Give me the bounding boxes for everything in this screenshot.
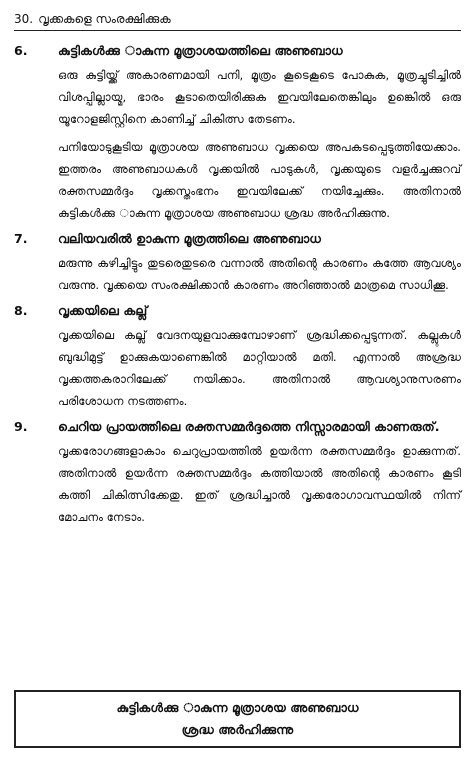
callout-line-2: ശ്രദ്ധ അർഹിക്കുന്നു [181,722,294,737]
section-number: 7. [14,231,28,246]
section-7 [14,228,461,296]
section-number: 6. [14,43,28,58]
paragraph: മരുന്നു കഴിച്ചിട്ടും തുടരെതുടരെ വന്നാൽ അതിന്റെ കാരണം കത്തേ ആവശ്യം വരുന്നു. വൃക്കയെ സംരക്ഷിക്കാൻ കാരണം അറിഞ്ഞാൽ മാത്രമെ സാധിക്കൂ. [58,256,461,292]
page-number: 30. [14,12,34,26]
section-heading [14,300,461,322]
section-heading [14,40,461,62]
paragraph: ഒരു കുട്ടിയ്ക്ക് അകാരണമായി പനി, മൂത്രം കൂടെകൂടെ പോകുക, മൂത്രച്ചുടിച്ചിൽ വിശപ്പില്ലായ്മ, ഭാരം കൂടാതെയിരിക്കുക ഇവയിലേതെങ്കിലും ഉങ്കെിൽ ഒരു യൂറോളജിസ്റ്റിനെ കാണിച്ച് ചികിത്സ തേടണം. [58,68,461,126]
section-title: ചെറിയ പ്രായത്തിലെ രക്തസമ്മർദ്ദത്തെ നിസ്സാരമായി കാണരുത്. [58,419,440,434]
section-title: വലിയവരിൽ ഉാകുന്ന മൂത്രത്തിലെ അണുബാധ [58,231,321,246]
section-heading [14,416,461,438]
section-title: കുട്ടികൾക്കു ാകുന്ന മൂത്രാശയത്തിലെ അണുബാധ [58,43,343,58]
callout-box [14,690,461,748]
section-number: 9. [14,419,28,434]
callout-line-1: കുട്ടികൾക്കു ാകുന്ന മൂത്രാശയ അണുബാധ [116,700,359,715]
section-8 [14,300,461,412]
section-title: വൃക്കയിലെ കല്ല് [58,303,148,318]
page-header [14,8,461,31]
section-heading [14,228,461,250]
page-body [14,40,461,532]
paragraph: പനിയോടുകൂടിയ മൂത്രാശയ അണുബാധ വൃക്കയെ അപകടപ്പെടുത്തിയേക്കാം. ഇത്തരം അണുബാധകൾ വൃക്കയിൽ പാടുകൾ, വൃക്കയുടെ വളർച്ചക്കുറവ് രക്തസമ്മർദ്ദം വൃക്കസ്തംഭനം ഇവയിലേക്ക് നയിച്ചേക്കും. അതിനാൽ കുട്ടികൾക്കു ാകുന്ന മൂത്രാശയ അണുബാധ ശ്രദ്ധ അർഹിക്കുന്നു. [58,140,461,220]
running-title: വൃക്കകളെ സംരക്ഷിക്കുക [38,12,171,26]
section-9 [14,416,461,528]
paragraph: വൃക്കയിലെ കല്ല് വേദനയുളവാക്കുമ്പോഴാണ് ശ്രദ്ധിക്കപ്പെടുന്നത്. കല്ലുകൾ ബുദ്ധിമുട്ട് ഉാക്കുകയാണെങ്കിൽ മാറ്റിയാൽ മതി. എന്നാൽ അശ്രദ്ധ വൃക്കത്തകരാറിലേക്ക് നയിക്കാം. അതിനാൽ ആവശ്യാനുസരണം പരിശോധന നടത്തണം. [58,328,461,408]
paragraph: വൃക്കരോഗങ്ങളാകാം ചെറുപ്രായത്തിൽ ഉയർന്ന രക്തസമ്മർദ്ദം ഉാക്കുന്നത്. അതിനാൽ ഉയർന്ന രക്തസമ്മർദ്ദം കത്തിയാൽ അതിന്റെ കാരണം കൂടി കത്തി ചികിത്സിക്കേതു. ഇത് ശ്രദ്ധിച്ചാൽ വൃക്കരോഗാവസ്ഥയിൽ നിന്ന് മോചനം നേടാം. [58,444,461,524]
section-6 [14,40,461,224]
section-number: 8. [14,303,28,318]
